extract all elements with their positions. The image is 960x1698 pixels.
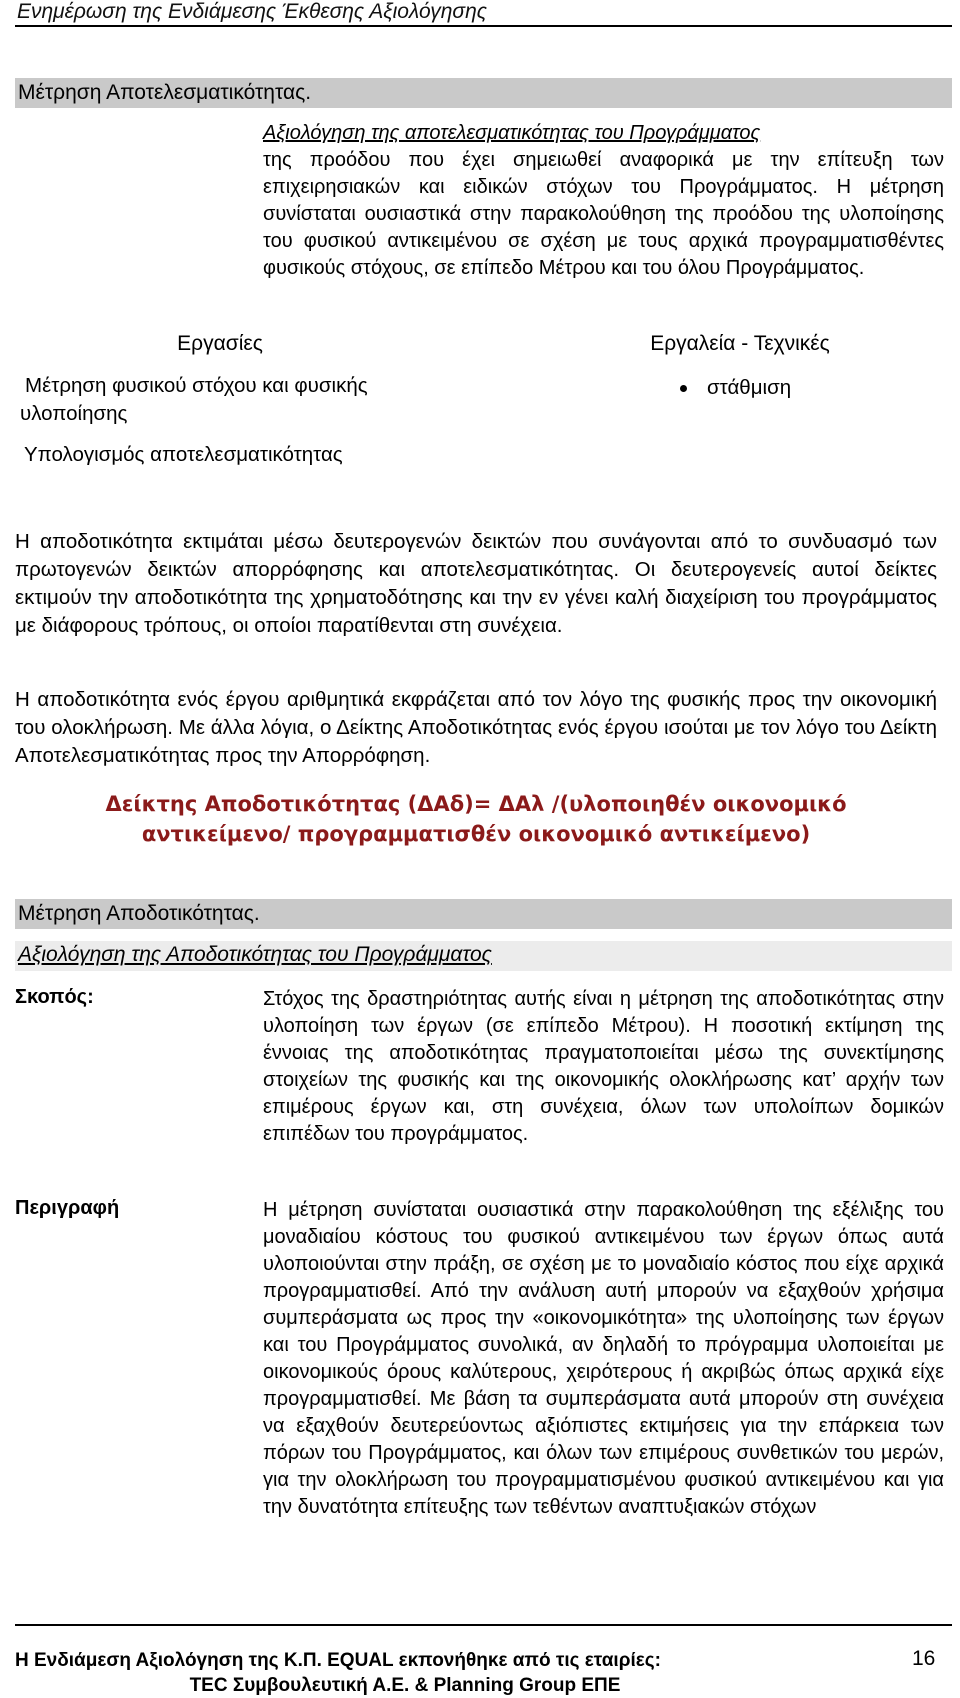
effectiveness-intro-title: Αξιολόγηση της αποτελεσματικότητας του Προγράμματος	[263, 122, 761, 144]
section-bar-effectiveness: Μέτρηση Αποτελεσματικότητας.	[15, 78, 952, 108]
tool-item-weighting: στάθμιση	[707, 376, 792, 399]
purpose-text: Στόχος της δραστηριότητας αυτής είναι η μέτρηση της αποδοτικότητας στην υλοποίηση των έργων (σε επίπεδο Μέτρου). Η ποσοτική εκτίμηση της έννοιας της αποδοτικότητας πραγματοποιείται μέσω της συνεκτίμησης στοιχείων της φυσικής και της οικονομικής ολοκλήρωσης κατ’ αρχήν των επιμέρους έργων και, στη συνέχεια, όλων των υπολοίπων δομικών επιπέδων του προγράμματος.	[263, 988, 944, 1145]
efficiency-subtitle-bar	[15, 941, 952, 971]
purpose-label: Σκοπός:	[15, 986, 94, 1008]
description-label: Περιγραφή	[15, 1197, 120, 1219]
footer-companies-names: TEC Συμβουλευτική Α.Ε. & Planning Group ΕΠΕ	[189, 1675, 621, 1696]
page-number: 16	[912, 1647, 936, 1670]
effectiveness-intro-body: της προόδου που έχει σημειωθεί αναφορικά με την επίτευξη των επιχειρησιακών και ειδικών στόχων του Προγράμματος. Η μέτρηση συνίσταται ουσιαστικά στην παρακολούθηση της προόδου της υλοποίησης του φυσικού αντικειμένου σε σχέση με τους αρχικά προγραμματισθέντες φυσικούς στόχους, σε επίπεδο Μέτρου και του όλου Προγράμματος.	[263, 149, 944, 279]
efficiency-formula	[15, 789, 937, 849]
efficiency-paragraph-1: Η αποδοτικότητα εκτιμάται μέσω δευτερογενών δεικτών που συνάγονται από το συνδυασμό των πρωτογενών δεικτών απορρόφησης και αποτελεσματικότητας. Οι δευτερογενείς αυτοί δείκτες εκτιμούν την αποδοτικότητα της χρηματοδότησης και την εν γένει καλή διαχείριση του προγράμματος με διάφορους τρόπους, οι οποίοι παρατίθενται στη συνέχεια.	[15, 530, 937, 637]
formula-line-2: αντικείμενο/ προγραμματισθέν οικονομικό αντικείμενο)	[141, 822, 811, 846]
formula-line-1: Δείκτης Αποδοτικότητας (ΔΑδ)= ΔΑλ /(υλοποιηθέν οικονομικό	[105, 792, 847, 816]
task-item-physical-target: Μέτρηση φυσικού στόχου και φυσικής υλοποίησης	[20, 374, 368, 425]
tools-column-header: Εργαλεία - Τεχνικές	[650, 332, 830, 355]
header-divider	[15, 25, 952, 27]
description-text: Η μέτρηση συνίσταται ουσιαστικά στην παρακολούθηση της εξέλιξης του μοναδιαίου κόστους του φυσικού αντικειμένου των έργων όπως αυτά υλοποιούνται στην πράξη, σε σχέση με το μοναδιαίο κόστος που είχε αρχικά προγραμματισθεί. Από την ανάλυση αυτή μπορούν να εξαχθούν χρήσιμα συμπεράσματα ως προς την «οικονομικότητα» της υλοποίησης των έργων και του Προγράμματος συνολικά, αν δηλαδή το πρόγραμμα υλοποιείται με οικονομικούς όρους καλύτερους, χειρότερους ή ακριβώς όπως αρχικά είχε προγραμματισθεί. Με βάση τα συμπεράσματα αυτά μπορούν στη συνέχεια να εξαχθούν δευτερεύοντως αξιόπιστες εκτιμήσεις για την επάρκεια των πόρων του Προγράμματος, και όλων των επιμέρους συνθετικών του μερών, για την ολοκλήρωση του προγραμματισμένου φυσικού αντικειμένου και για την δυνατότητα επίτευξης των τεθέντων αναπτυξιακών στόχων	[263, 1199, 944, 1518]
footer-companies-line: Η Ενδιάμεση Αξιολόγηση της Κ.Π. EQUAL εκπονήθηκε από τις εταιρίες:	[15, 1650, 661, 1671]
task-item-effectiveness-calc: Υπολογισμός αποτελεσματικότητας	[24, 443, 343, 466]
tool-item	[680, 374, 791, 402]
bullet-icon	[680, 385, 687, 392]
footer-divider	[15, 1624, 952, 1626]
tasks-column-header: Εργασίες	[177, 332, 263, 355]
effectiveness-intro	[263, 120, 944, 282]
efficiency-paragraph-2: Η αποδοτικότητα ενός έργου αριθμητικά εκφράζεται από τον λόγο της φυσικής προς την οικονομική του ολοκλήρωση. Με άλλα λόγια, ο Δείκτης Αποδοτικότητας ενός έργου ισούται με τον λόγο του Δείκτη Αποτελεσματικότητας προς την Απορρόφηση.	[15, 688, 937, 767]
document-header-title: Ενημέρωση της Ενδιάμεσης Έκθεσης Αξιολόγησης	[17, 0, 487, 23]
efficiency-subtitle: Αξιολόγηση της Αποδοτικότητας του Προγράμματος	[18, 943, 492, 966]
section-bar-efficiency: Μέτρηση Αποδοτικότητας.	[15, 899, 952, 929]
